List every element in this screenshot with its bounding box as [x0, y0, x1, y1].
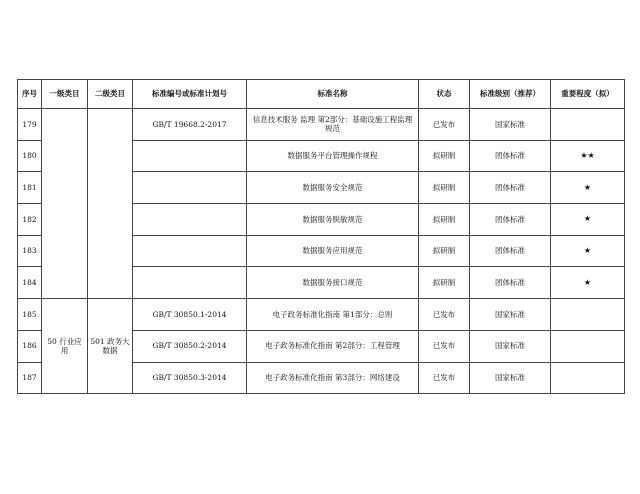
cell-code: [133, 172, 247, 204]
cell-code: GB/T 30850.2-2014: [133, 330, 247, 362]
header-cat1: 一级类目: [42, 80, 88, 109]
cell-seq: 184: [18, 267, 42, 299]
cell-status: 已发布: [419, 330, 470, 362]
cell-seq: 183: [18, 235, 42, 267]
cell-status: 已发布: [419, 109, 470, 141]
cell-level: 国家标准: [470, 330, 551, 362]
cell-level: 国家标准: [470, 362, 551, 394]
cell-level: 团体标准: [470, 235, 551, 267]
cell-status: 拟研制: [419, 204, 470, 236]
cell-importance: ★: [551, 172, 625, 204]
cell-importance: ★★: [551, 140, 625, 172]
cell-level: 团体标准: [470, 204, 551, 236]
cell-status: 已发布: [419, 362, 470, 394]
header-name: 标准名称: [247, 80, 419, 109]
cell-importance: [551, 109, 625, 141]
header-importance: 重要程度（拟）: [551, 80, 625, 109]
cell-cat2-group1: [88, 109, 133, 299]
cell-name: 数据服务安全规范: [247, 172, 419, 204]
cell-cat1-group1: [42, 109, 88, 299]
cell-level: 团体标准: [470, 267, 551, 299]
cell-cat2-group2: 501 政务大数据: [88, 299, 133, 394]
table-header-row: [18, 80, 625, 109]
cell-importance: ★: [551, 204, 625, 236]
cell-level: 国家标准: [470, 299, 551, 331]
cell-name: 数据服务平台管理操作规程: [247, 140, 419, 172]
cell-seq: 181: [18, 172, 42, 204]
cell-name: 电子政务标准化指南 第3部分：网络建设: [247, 362, 419, 394]
cell-seq: 187: [18, 362, 42, 394]
cell-importance: [551, 299, 625, 331]
cell-status: 拟研制: [419, 172, 470, 204]
cell-code: GB/T 19668.2-2017: [133, 109, 247, 141]
cell-level: 团体标准: [470, 140, 551, 172]
cell-seq: 179: [18, 109, 42, 141]
cell-importance: [551, 330, 625, 362]
cell-importance: [551, 362, 625, 394]
cell-seq: 186: [18, 330, 42, 362]
cell-status: 拟研制: [419, 140, 470, 172]
cell-code: GB/T 30850.3-2014: [133, 362, 247, 394]
cell-name: 数据服务应用规范: [247, 235, 419, 267]
cell-cat1-group2: 50 行业应用: [42, 299, 88, 394]
cell-importance: ★: [551, 235, 625, 267]
cell-name: 电子政务标准化指南 第2部分：工程管理: [247, 330, 419, 362]
header-cat2: 二级类目: [88, 80, 133, 109]
cell-status: 拟研制: [419, 235, 470, 267]
cell-seq: 180: [18, 140, 42, 172]
header-level: 标准级别（推荐）: [470, 80, 551, 109]
cell-name: 电子政务标准化指南 第1部分：总则: [247, 299, 419, 331]
cell-status: 拟研制: [419, 267, 470, 299]
header-code: 标准编号或标准计划号: [133, 80, 247, 109]
cell-seq: 185: [18, 299, 42, 331]
cell-level: 团体标准: [470, 172, 551, 204]
cell-code: [133, 235, 247, 267]
cell-name: 数据服务脱敏规范: [247, 204, 419, 236]
cell-seq: 182: [18, 204, 42, 236]
cell-code: [133, 140, 247, 172]
standards-table: [17, 79, 625, 394]
cell-code: [133, 204, 247, 236]
cell-code: GB/T 30850.1-2014: [133, 299, 247, 331]
cell-name: 信息技术服务 监理 第2部分：基础设施工程监理规范: [247, 109, 419, 141]
cell-importance: ★: [551, 267, 625, 299]
cell-code: [133, 267, 247, 299]
cell-status: 已发布: [419, 299, 470, 331]
header-seq: 序号: [18, 80, 42, 109]
table-row: [18, 299, 625, 331]
table-row: [18, 109, 625, 141]
cell-name: 数据服务接口规范: [247, 267, 419, 299]
header-status: 状态: [419, 80, 470, 109]
cell-level: 国家标准: [470, 109, 551, 141]
